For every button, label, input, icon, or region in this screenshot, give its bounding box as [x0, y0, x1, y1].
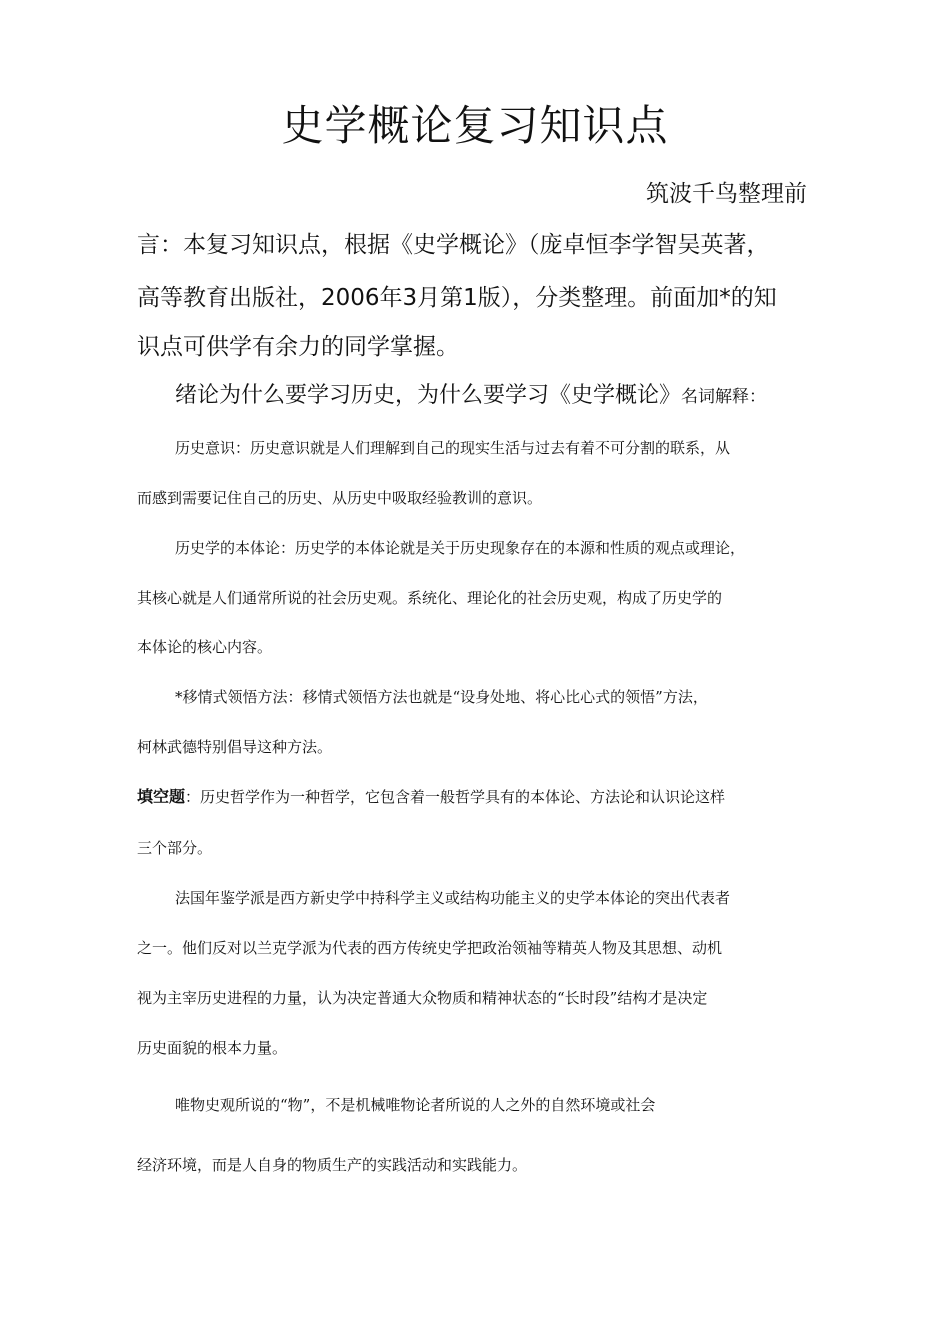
paragraph-line: 历史学的本体论：历史学的本体论就是关于历史现象存在的本源和性质的观点或理论， — [175, 539, 746, 557]
paragraph-line: 唯物史观所说的“物”，不是机械唯物论者所说的人之外的自然环境或社会 — [175, 1096, 656, 1114]
paragraph-line: *移情式领悟方法：移情式领悟方法也就是“设身处地、将心比心式的领悟”方法， — [175, 688, 708, 706]
paragraph-line: 之一。他们反对以兰克学派为代表的西方传统史学把政治领袖等精英人物及其思想、动机 — [137, 939, 723, 957]
preface-line: 言：本复习知识点，根据《史学概论》（庞卓恒李学智吴英著， — [137, 232, 770, 258]
paragraph-line: 其核心就是人们通常所说的社会历史观。系统化、理论化的社会历史观，构成了历史学的 — [137, 589, 723, 607]
paragraph-line: 视为主宰历史进程的力量，认为决定普通大众物质和精神状态的“长时段”结构才是决定 — [137, 989, 708, 1007]
author-line: 筑波千鸟整理前 — [646, 181, 807, 207]
paragraph-line: 柯林武德特别倡导这种方法。 — [137, 738, 333, 756]
preface-line: 识点可供学有余力的同学掌握。 — [137, 334, 459, 360]
fill-blank-line — [137, 786, 725, 808]
document-title: 史学概论复习知识点 — [281, 101, 669, 150]
intro-heading — [175, 381, 766, 412]
preface-line: 高等教育出版社，2006年3月第1版），分类整理。前面加*的知 — [137, 285, 777, 311]
fill-blank-label: 填空题 — [137, 787, 186, 806]
paragraph-line: 而感到需要记住自己的历史、从历史中吸取经验教训的意识。 — [137, 489, 543, 507]
fill-blank-colon: ： — [185, 788, 201, 806]
paragraph-line: 历史意识：历史意识就是人们理解到自己的现实生活与过去有着不可分割的联系，从 — [175, 439, 731, 457]
paragraph-line: 历史哲学作为一种哲学，它包含着一般哲学具有的本体论、方法论和认识论这样 — [200, 788, 726, 806]
paragraph-line: 三个部分。 — [137, 839, 213, 857]
intro-heading-text: 绪论为什么要学习历史，为什么要学习《史学概论》 — [175, 383, 682, 408]
paragraph-line: 经济环境，而是人自身的物质生产的实践活动和实践能力。 — [137, 1156, 528, 1174]
intro-heading-suffix: 名词解释： — [681, 387, 767, 407]
paragraph-line: 本体论的核心内容。 — [137, 638, 273, 656]
paragraph-line: 法国年鉴学派是西方新史学中持科学主义或结构功能主义的史学本体论的突出代表者 — [175, 889, 731, 907]
paragraph-line: 历史面貌的根本力量。 — [137, 1039, 288, 1057]
